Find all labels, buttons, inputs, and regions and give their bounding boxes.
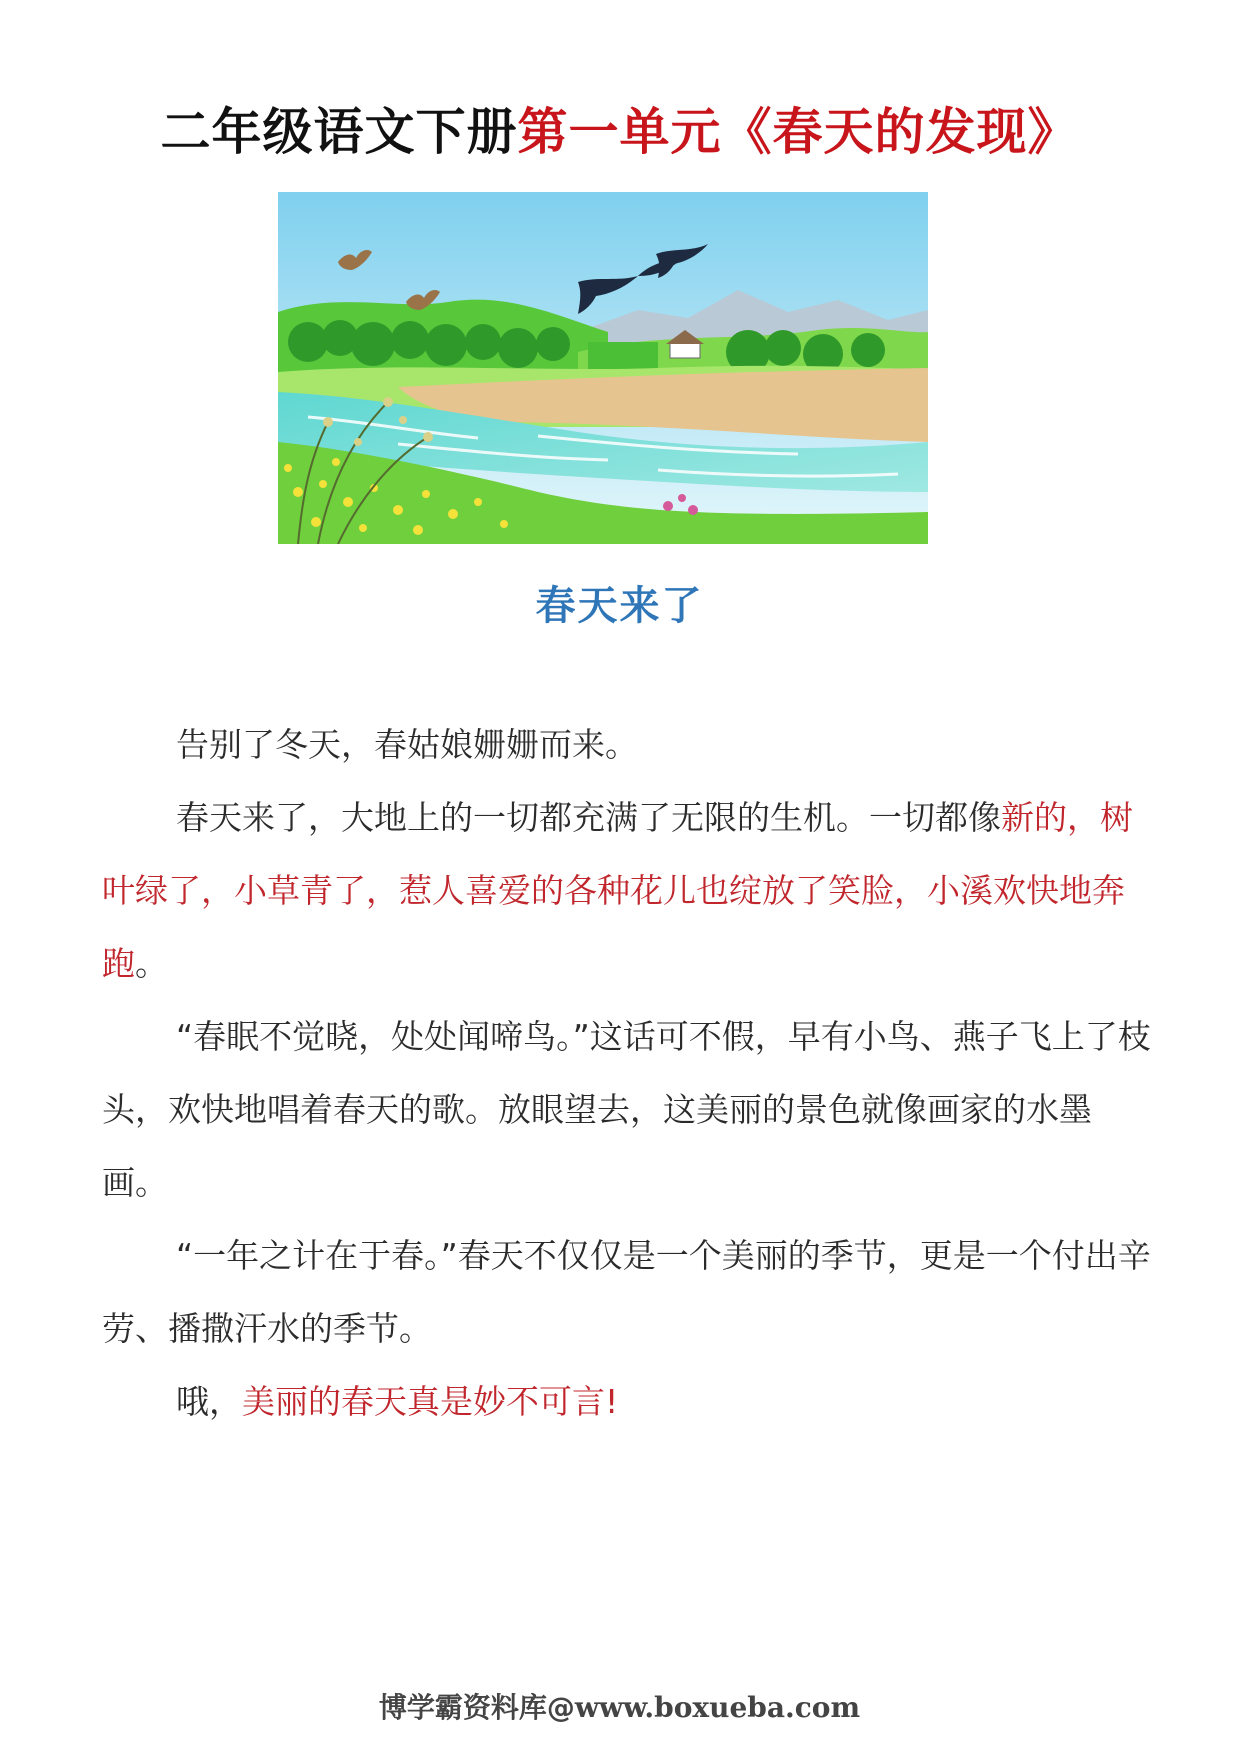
title-grade: 二年级语文下册 bbox=[160, 103, 518, 161]
page-title bbox=[0, 92, 1239, 164]
paragraph-4: “一年之计在于春。”春天不仅仅是一个美丽的季节，更是一个付出辛劳、播撒汗水的季节。 bbox=[102, 1236, 1151, 1348]
footer-site: 博学霸资料库@ bbox=[378, 1691, 575, 1724]
paragraph-1: 告别了冬天，春姑娘姗姗而来。 bbox=[176, 725, 638, 764]
illustration-caption: 春天来了 bbox=[535, 583, 704, 629]
footer-watermark bbox=[0, 1686, 1239, 1726]
closing-highlight: 美丽的春天真是妙不可言! bbox=[242, 1382, 619, 1421]
title-unit: 第一单元《春天的发现》 bbox=[517, 103, 1079, 161]
spring-illustration bbox=[278, 192, 928, 544]
article-body bbox=[102, 708, 1152, 1438]
paragraph-3: “春眠不觉晓，处处闻啼鸟。”这话可不假，早有小鸟、燕子飞上了枝头，欢快地唱着春天的歌。放眼望去，这美丽的景色就像画家的水墨画。 bbox=[102, 1017, 1151, 1202]
footer-url[interactable]: www.boxueba.com bbox=[574, 1691, 861, 1724]
paragraph-2: 春天来了，大地上的一切都充满了无限的生机。一切都像新的，树叶绿了，小草青了，惹人喜爱的各种花儿也绽放了笑脸，小溪欢快地奔跑。 bbox=[102, 798, 1133, 983]
highlight-text: 新的，树叶绿了，小草青了，惹人喜爱的各种花儿也绽放了笑脸，小溪欢快地奔跑 bbox=[102, 798, 1133, 983]
paragraph-5: 哦，美丽的春天真是妙不可言! bbox=[176, 1382, 619, 1421]
